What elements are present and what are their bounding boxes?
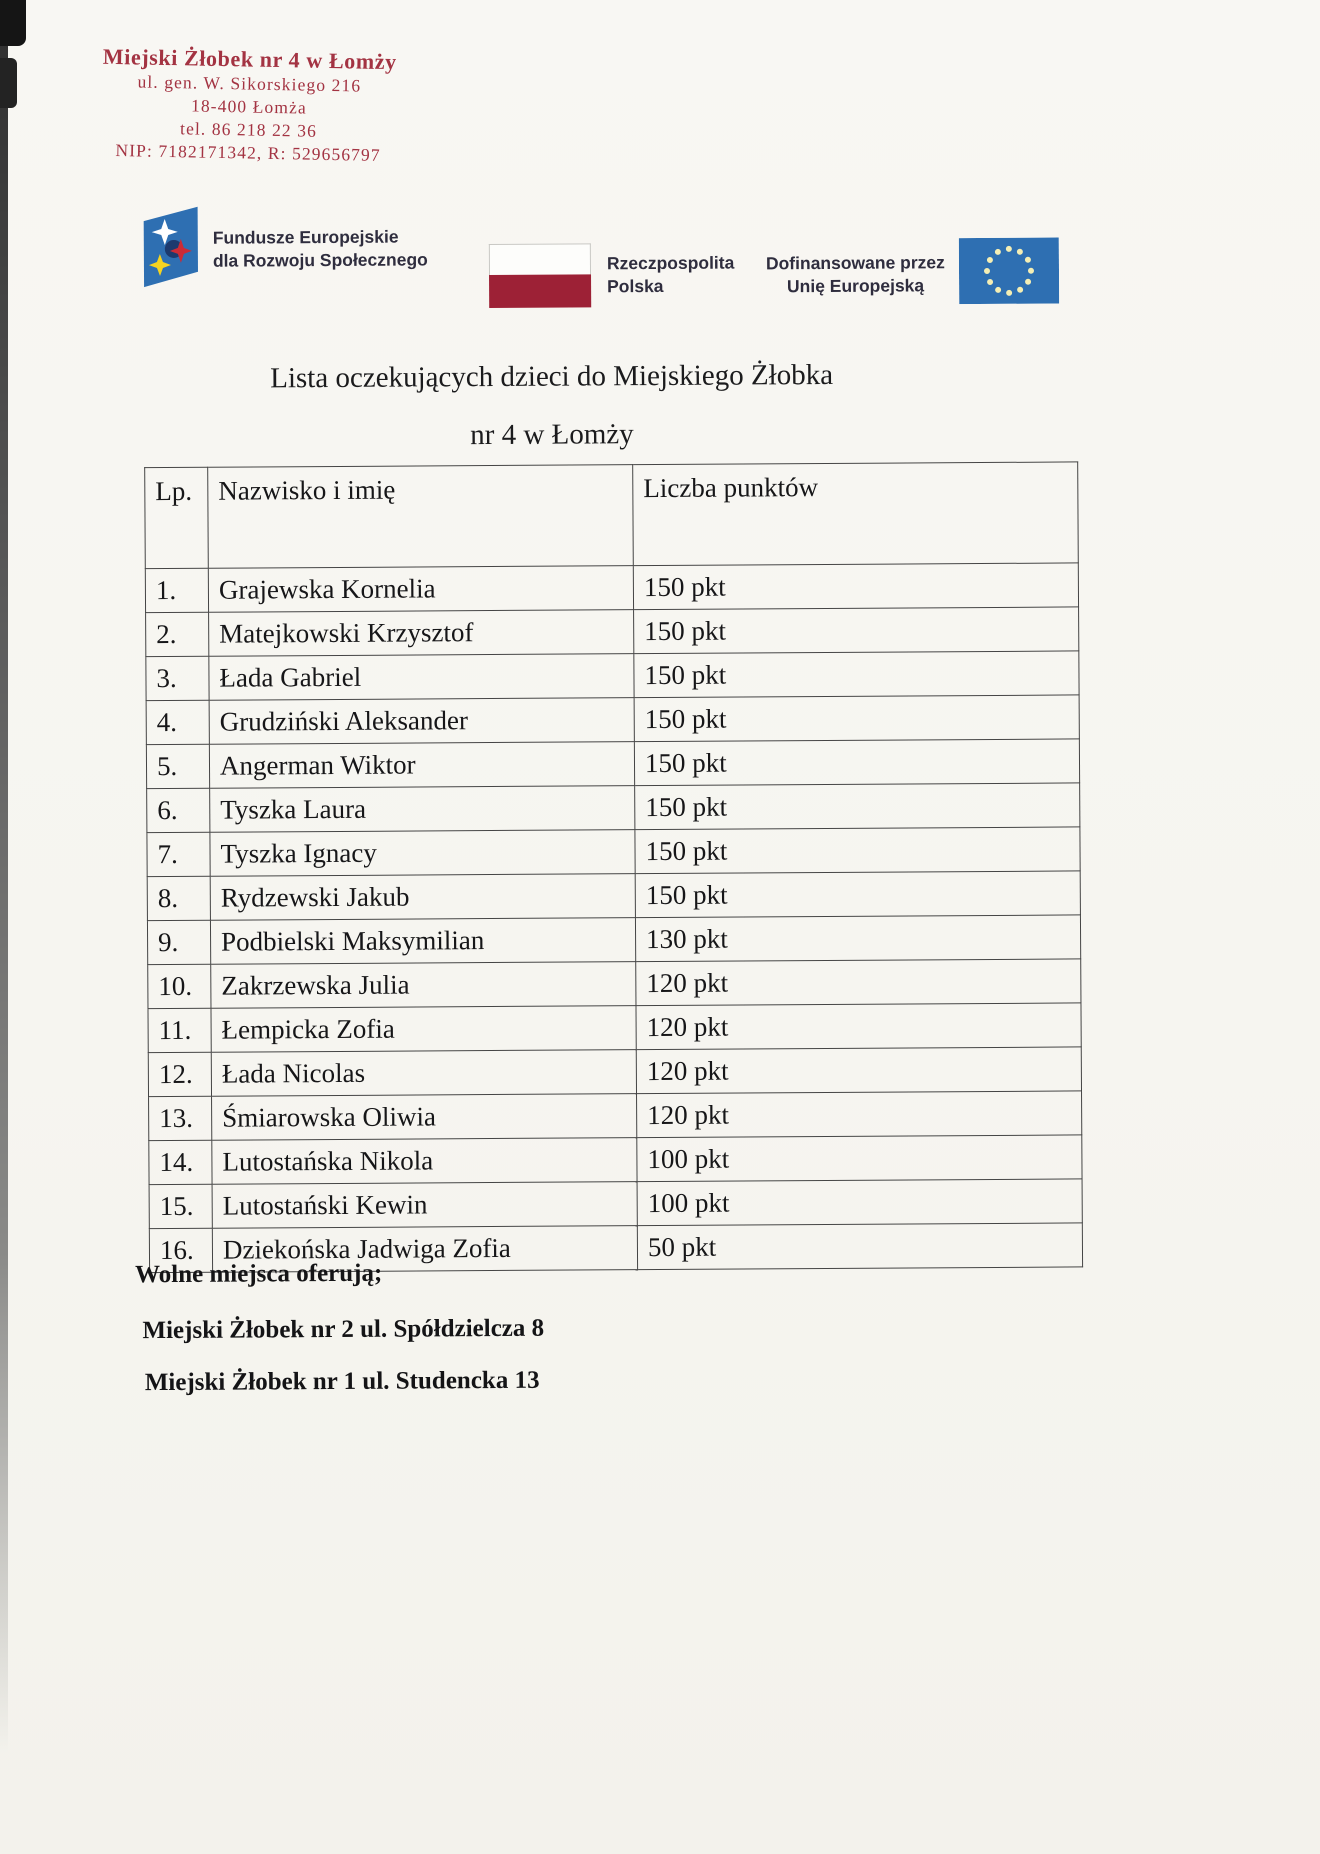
row-name: Łempicka Zofia [211, 1006, 636, 1053]
row-lp: 12. [148, 1052, 211, 1096]
poland-flag-icon [489, 243, 591, 308]
table-row [146, 695, 1079, 745]
row-points: 130 pkt [635, 915, 1080, 962]
footer-line-zlobek1: Miejski Żłobek nr 1 ul. Studencka 13 [144, 1366, 540, 1397]
table-row [149, 1179, 1082, 1229]
table-row [146, 607, 1079, 657]
table-row [147, 827, 1080, 877]
row-lp: 4. [146, 700, 209, 744]
row-lp: 2. [146, 612, 209, 656]
table-row [149, 1091, 1082, 1141]
document-title-line1: Lista oczekujących dzieci do Miejskiego Żłobka [270, 358, 834, 395]
poland-label [607, 252, 735, 298]
row-points: 120 pkt [636, 1003, 1081, 1050]
row-points: 150 pkt [635, 827, 1080, 874]
eu-funding-label-line2: Unię Europejską [786, 274, 925, 296]
table-row [147, 783, 1080, 833]
row-name: Łada Gabriel [209, 654, 634, 701]
row-name: Lutostański Kewin [212, 1182, 637, 1229]
row-name: Śmiarowska Oliwia [212, 1094, 637, 1141]
row-points: 100 pkt [637, 1179, 1082, 1226]
row-points: 150 pkt [635, 871, 1080, 918]
table-row [146, 651, 1079, 701]
row-lp: 10. [148, 964, 211, 1008]
eu-funds-label-line1: Fundusze Europejskie [212, 226, 399, 248]
row-lp: 7. [147, 832, 210, 876]
row-points: 120 pkt [637, 1091, 1082, 1138]
stamp-institution-name: Miejski Żłobek nr 4 w Łomży [102, 43, 397, 75]
table-row [145, 563, 1078, 613]
poland-label-line2: Polska [607, 275, 664, 297]
table-row [147, 871, 1080, 921]
eu-flag-icon [959, 238, 1059, 310]
eu-funds-flag-icon [141, 206, 200, 293]
row-lp: 9. [147, 920, 210, 964]
eu-funding-logo [766, 238, 1059, 311]
row-points: 150 pkt [634, 739, 1079, 786]
table-row [148, 1047, 1081, 1097]
stamp-phone: tel. 86 218 22 36 [179, 118, 318, 141]
row-points: 120 pkt [636, 1047, 1081, 1094]
eu-funds-label [213, 225, 428, 272]
eu-funds-label-line2: dla Rozwoju Społecznego [212, 248, 428, 271]
row-name: Tyszka Ignacy [210, 830, 635, 877]
row-points: 150 pkt [634, 607, 1079, 654]
eu-funds-logo [141, 204, 428, 293]
row-name: Grajewska Kornelia [208, 566, 633, 613]
row-name: Podbielski Maksymilian [210, 918, 635, 965]
stamp-city: 18-400 Łomża [190, 95, 308, 118]
row-points: 150 pkt [634, 695, 1079, 742]
row-points: 150 pkt [634, 651, 1079, 698]
row-name: Rydzewski Jakub [210, 874, 635, 921]
row-lp: 6. [147, 788, 210, 832]
footer-heading: Wolne miejsca oferują; [135, 1259, 383, 1289]
row-name: Łada Nicolas [211, 1050, 636, 1097]
table-row [146, 739, 1079, 789]
row-lp: 3. [146, 656, 209, 700]
row-name: Tyszka Laura [210, 786, 635, 833]
col-header-points: Liczba punktów [633, 462, 1079, 566]
row-lp: 15. [149, 1184, 212, 1228]
waiting-list-table [144, 461, 1083, 1273]
row-points: 150 pkt [635, 783, 1080, 830]
table-row [149, 1135, 1082, 1185]
table-header-row [145, 462, 1079, 569]
row-lp: 16. [149, 1228, 212, 1272]
eu-funding-label-line1: Dofinansowane przez [765, 251, 945, 274]
eu-funding-label [766, 251, 945, 298]
table-row [147, 915, 1080, 965]
stamp-nip: NIP: 7182171342, R: 529656797 [115, 140, 381, 165]
poland-label-line1: Rzeczpospolita [606, 252, 735, 274]
footer-line-zlobek2: Miejski Żłobek nr 2 ul. Spółdzielcza 8 [142, 1314, 545, 1345]
document-title-line2: nr 4 w Łomży [470, 418, 634, 452]
row-lp: 8. [147, 876, 210, 920]
stamp-street: ul. gen. W. Sikorskiego 216 [137, 71, 362, 96]
row-lp: 11. [148, 1008, 211, 1052]
table-row [148, 1003, 1081, 1053]
row-name: Dziekońska Jadwiga Zofia [212, 1226, 637, 1273]
poland-logo [489, 243, 735, 308]
row-name: Grudziński Aleksander [209, 698, 634, 745]
row-points: 150 pkt [633, 563, 1078, 610]
row-name: Zakrzewska Julia [211, 962, 636, 1009]
row-points: 100 pkt [637, 1135, 1082, 1182]
row-lp: 5. [146, 744, 209, 788]
col-header-lp: Lp. [145, 467, 209, 568]
col-header-name: Nazwisko i imię [208, 465, 634, 569]
row-points: 50 pkt [637, 1223, 1082, 1270]
row-name: Angerman Wiktor [209, 742, 634, 789]
row-name: Lutostańska Nikola [212, 1138, 637, 1185]
institution-stamp [78, 43, 420, 167]
row-points: 120 pkt [636, 959, 1081, 1006]
row-lp: 13. [149, 1096, 212, 1140]
row-lp: 1. [145, 568, 208, 612]
row-lp: 14. [149, 1140, 212, 1184]
table-row [148, 959, 1081, 1009]
row-name: Matejkowski Krzysztof [209, 610, 634, 657]
